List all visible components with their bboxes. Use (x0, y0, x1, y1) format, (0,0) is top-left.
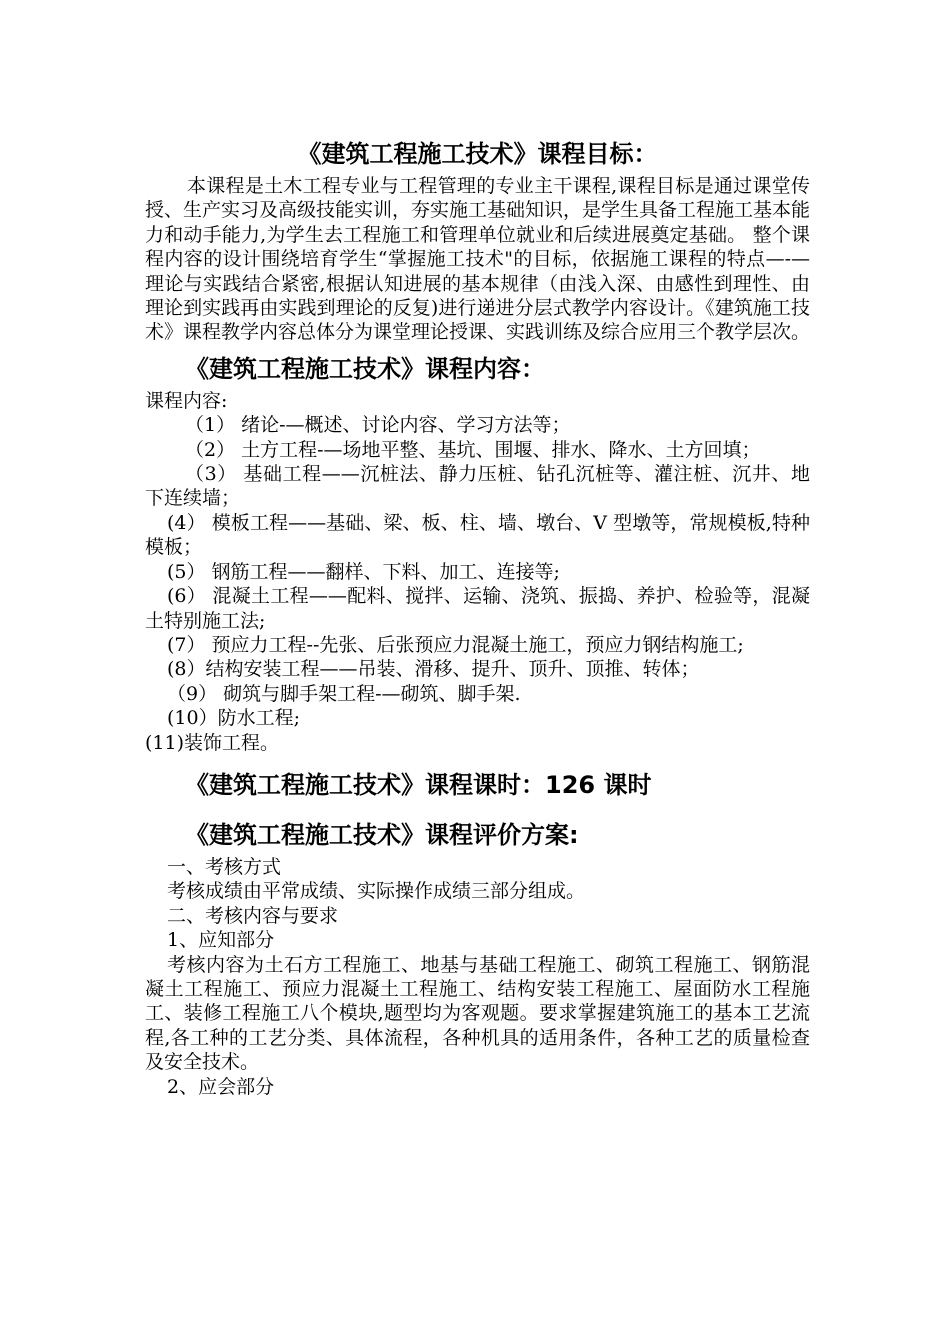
content-heading: 《建筑工程施工技术》课程内容： (185, 354, 545, 383)
evaluation-line-3: 二、考核内容与要求 (167, 904, 339, 927)
content-item-3: （3） 基础工程——沉桩法、静力压桩、钻孔沉桩等、灌注桩、沉井、地下连续墙； (145, 463, 810, 510)
evaluation-line-2: 考核成绩由平常成绩、实际操作成绩三部分组成。 (167, 880, 586, 903)
content-item-4: (4） 模板工程——基础、梁、板、柱、墙、墩台、V 型墩等，常规模板,特种模板； (145, 511, 810, 559)
evaluation-heading: 《建筑工程施工技术》课程评价方案: (185, 820, 579, 849)
evaluation-line-4: 1、应知部分 (167, 929, 275, 952)
content-item-6: (6） 混凝土工程——配料、搅拌、运输、浇筑、振捣、养护、检验等，混凝土特别施工法; (145, 585, 810, 632)
content-item-8: (8）结构安装工程——吊装、滑移、提升、顶升、顶推、转体； (167, 658, 700, 681)
goal-paragraph: 本课程是土木工程专业与工程管理的专业主干课程,课程目标是通过课堂传授、生产实习及高级技能实训，夯实施工基础知识，是学生具备工程施工基本能力和动手能力,为学生去工程施工和管理单位就业和后续进展奠定基础。 整个课程内容的设计围绕培育学生“掌握施工技术"的目标，依据施工课程的特点—-—理论与实践结合紧密,根据认知进展的基本规律（由浅入深、由感性到理性、由理论到实践再由实践到理论的反复)进行递进分层式教学内容设计。《建筑施工技术》课程教学内容总体分为课堂理论授课、实践训练及综合应用三个教学层次。 (145, 175, 811, 344)
content-item-10: (10）防水工程; (167, 707, 300, 730)
goal-heading: 《建筑工程施工技术》课程目标： (297, 140, 658, 168)
content-item-1: （1） 绪论-—概述、讨论内容、学习方法等； (185, 414, 571, 437)
content-item-9: （9） 砌筑与脚手架工程-—砌筑、脚手架. (167, 682, 521, 705)
content-item-7: (7） 预应力工程--先张、后张预应力混凝土施工，预应力钢结构施工; (167, 633, 744, 656)
hours-heading: 《建筑工程施工技术》课程课时：126 课时 (185, 770, 652, 799)
evaluation-paragraph: 考核内容为土石方工程施工、地基与基础工程施工、砌筑工程施工、钢筋混凝土工程施工、预应力混凝土工程施工、结构安装工程施工、屋面防水工程施工、装修工程施工八个模块,题型均为客观题。要求掌握建筑施工的基本工艺流程,各工种的工艺分类、具体流程，各种机具的适用条件，各种工艺的质量检查及安全技术。 (145, 953, 810, 1074)
content-item-2: （2） 土方工程-—场地平整、基坑、围堰、排水、降水、土方回填； (185, 438, 761, 461)
evaluation-line-1: 一、考核方式 (167, 855, 282, 878)
content-intro: 课程内容: (145, 389, 228, 412)
content-item-5: (5） 钢筋工程——翻样、下料、加工、连接等; (167, 560, 560, 583)
document-page (145, 130, 810, 1099)
content-item-11: (11)装饰工程。 (145, 731, 280, 754)
evaluation-last-line: 2、应会部分 (167, 1075, 275, 1098)
